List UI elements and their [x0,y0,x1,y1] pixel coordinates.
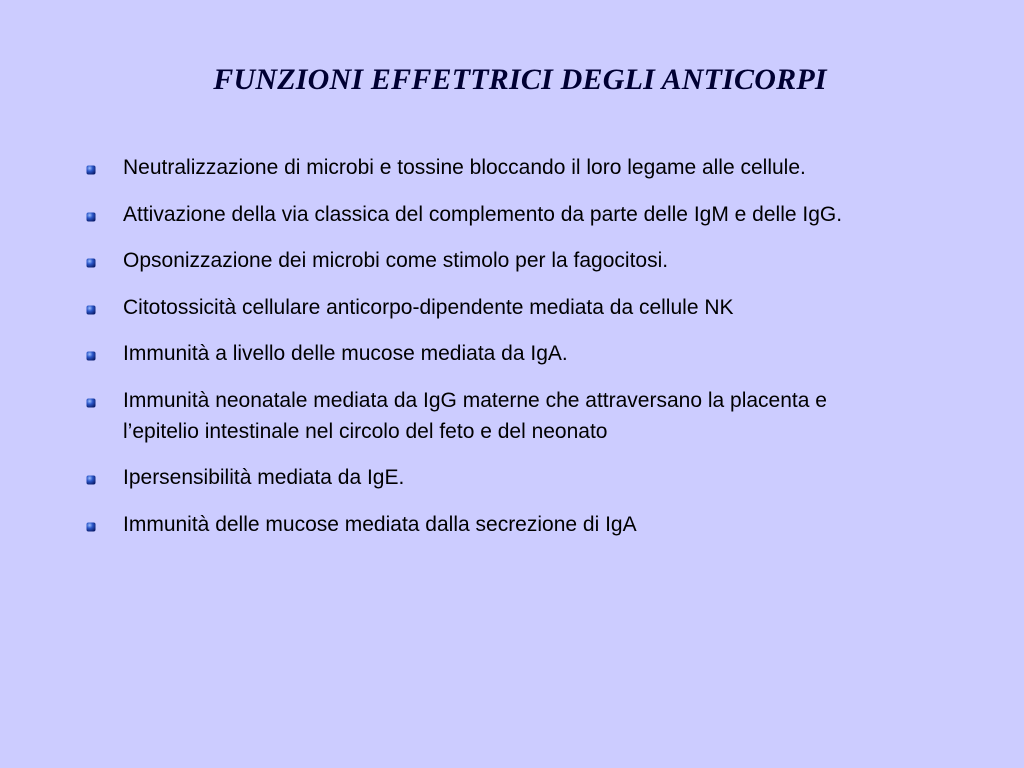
blue-sphere-bullet-icon [86,351,96,361]
bullet-text: Ipersensibilità mediata da IgE. [123,466,405,489]
bullet-item [84,292,894,323]
blue-sphere-bullet-icon [86,398,96,408]
bullet-list [84,152,894,555]
slide-title: FUNZIONI EFFETTRICI DEGLI ANTICORPI [213,63,827,96]
bullet-text: Immunità a livello delle mucose mediata da IgA. [123,342,568,365]
blue-sphere-bullet-icon [86,212,96,222]
bullet-item [84,152,894,183]
blue-sphere-bullet-icon [86,165,96,175]
bullet-item [84,462,894,493]
bullet-item [84,509,894,540]
bullet-item [84,338,894,369]
bullet-text: Attivazione della via classica del complemento da parte delle IgM e delle IgG. [123,202,843,226]
blue-sphere-bullet-icon [86,522,96,532]
bullet-text: Neutralizzazione di microbi e tossine bloccando il loro legame alle cellule. [123,156,806,179]
bullet-item [84,199,894,230]
bullet-text: Citotossicità cellulare anticorpo-dipendente mediata da cellule NK [123,295,734,319]
bullet-item [84,385,894,447]
blue-sphere-bullet-icon [86,258,96,268]
bullet-item [84,245,894,276]
bullet-text: Opsonizzazione dei microbi come stimolo per la fagocitosi. [123,249,669,272]
blue-sphere-bullet-icon [86,475,96,485]
blue-sphere-bullet-icon [86,305,96,315]
bullet-text: Immunità neonatale mediata da IgG materne che attraversano la placenta e l’epitelio intestinale nel circolo del feto e del neonato [123,388,827,443]
bullet-text: Immunità delle mucose mediata dalla secrezione di IgA [123,512,637,536]
